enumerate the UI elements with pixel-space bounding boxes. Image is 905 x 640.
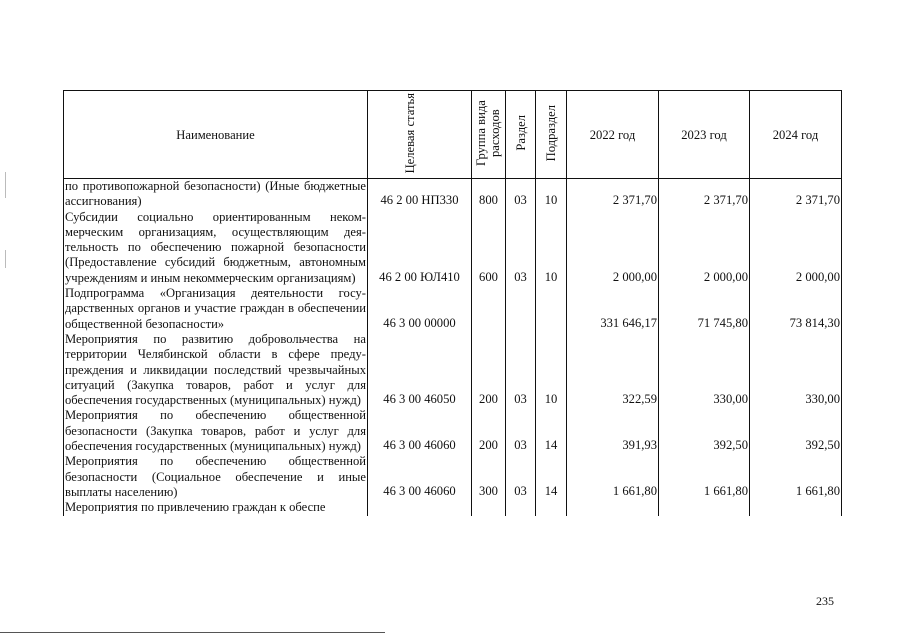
row-2024 [750,500,842,515]
header-group-label: Группа вида расходов [473,100,502,166]
header-subsection-label: Подраздел [544,104,558,162]
row-2024: 2 371,70 [750,179,842,210]
row-section [506,500,536,515]
row-2023: 71 745,80 [659,286,750,332]
row-subsection [536,500,567,515]
header-group [472,91,506,179]
row-article: 46 3 00 00000 [368,286,472,332]
row-2023 [659,500,750,515]
row-group: 800 [472,179,506,210]
row-2024: 2 000,00 [750,210,842,286]
row-group: 200 [472,408,506,454]
row-article: 46 3 00 46060 [368,454,472,500]
table-row [64,210,842,286]
row-subsection: 14 [536,408,567,454]
row-group [472,286,506,332]
row-2023: 1 661,80 [659,454,750,500]
row-name: Мероприятия по обеспечению общественной безопасности (Социальное обеспечение и иные выплаты населению) [65,454,366,499]
row-2022: 331 646,17 [567,286,659,332]
row-section [506,286,536,332]
row-group: 200 [472,332,506,408]
header-section [506,91,536,179]
header-name: Наименование [64,91,368,179]
row-section: 03 [506,408,536,454]
bottom-rule [0,632,385,633]
header-section-label: Раздел [513,115,528,151]
row-group: 600 [472,210,506,286]
row-2024: 330,00 [750,332,842,408]
row-article: 46 2 00 НП330 [368,179,472,210]
row-subsection: 10 [536,210,567,286]
header-subsection [536,91,567,179]
row-name: по противопожарной безопасности) (Иные бюджетные ассигнования) [65,179,366,209]
row-name: Субсидии социально ориентированным некоммерческим организациям, осуществляющим деятельность по обеспечению пожарной безопасности (Предоставление субсидий бюджетным, автономным учреждениям и иным некоммерческим организациям) [65,209,366,285]
row-section: 03 [506,179,536,210]
row-2022: 1 661,80 [567,454,659,500]
row-name: Мероприятия по развитию добровольчества на территории Челябинской области в сфере предупреждения и ликвидации последствий чрезвычайных ситуаций (Закупка товаров, работ и услуг для обеспечения государственных (муниципальных) нужд) [65,331,366,408]
row-2023: 2 371,70 [659,179,750,210]
header-2023: 2023 год [659,91,750,179]
table-row [64,454,842,500]
row-2024: 73 814,30 [750,286,842,332]
row-name: Мероприятия по привлечению граждан к обеспе [64,500,368,515]
row-subsection [536,286,567,332]
row-2024: 1 661,80 [750,454,842,500]
header-article-label: Целевая статья [402,92,417,174]
page-number: 235 [816,594,834,608]
budget-table [63,90,842,516]
scan-edge-mark [5,250,6,268]
row-section: 03 [506,454,536,500]
table-row [64,286,842,332]
header-2022: 2022 год [567,91,659,179]
header-2024: 2024 год [750,91,842,179]
row-section: 03 [506,210,536,286]
row-2022: 2 000,00 [567,210,659,286]
row-name: Подпрограмма «Организация деятельности государственных органов и участие граждан в обеспечении общественной безопасности» [65,286,366,331]
row-2023: 392,50 [659,408,750,454]
table-row [64,408,842,454]
row-2023: 2 000,00 [659,210,750,286]
row-article: 46 2 00 ЮЛ410 [368,210,472,286]
row-group [472,500,506,515]
row-section: 03 [506,332,536,408]
row-article [368,500,472,515]
header-article [368,91,472,179]
scan-edge-mark [5,172,6,198]
row-2022: 322,59 [567,332,659,408]
row-group: 300 [472,454,506,500]
row-subsection: 14 [536,454,567,500]
row-article: 46 3 00 46050 [368,332,472,408]
row-2022 [567,500,659,515]
row-subsection: 10 [536,179,567,210]
row-2024: 392,50 [750,408,842,454]
table-header-row [64,91,842,179]
row-2022: 391,93 [567,408,659,454]
row-article: 46 3 00 46060 [368,408,472,454]
row-2023: 330,00 [659,332,750,408]
table-row [64,500,842,515]
table-row [64,332,842,408]
row-name: Мероприятия по обеспечению общественной безопасности (Закупка товаров, работ и услуг для обеспечения государственных (муниципальных) нужд) [65,408,366,454]
row-subsection: 10 [536,332,567,408]
row-2022: 2 371,70 [567,179,659,210]
table-row [64,179,842,210]
